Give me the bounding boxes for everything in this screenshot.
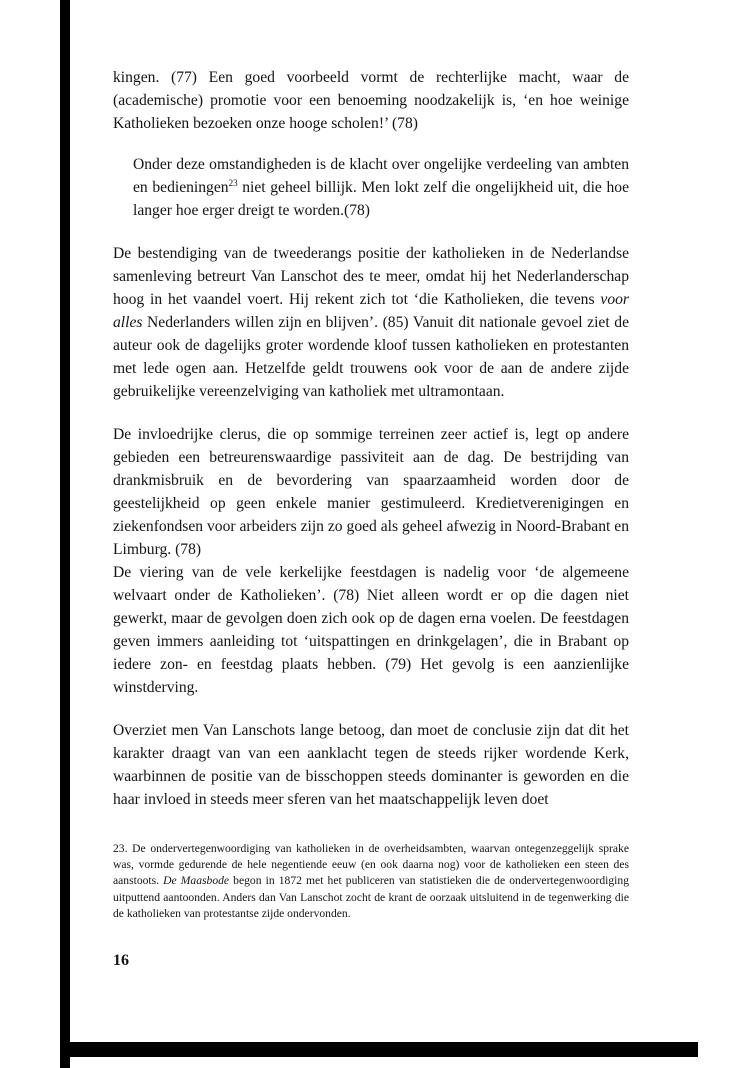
paragraph-1: kingen. (77) Een goed voorbeeld vormt de rechterlijke macht, waar de (academische) promotie voor een benoeming noodzakelijk is, ‘en hoe weinige Katholieken bezoeken onze hooge scholen!’ (78)	[113, 69, 629, 132]
footnote-23: 23. De ondervertegenwoordiging van katholieken in de overheidsambten, waarvan ontegenzeggelijk sprake was, vormde gedurende de hele negentiende eeuw (en ook daarna nog) voor de katholieken een steen des aanstoots. De Maasbode begon in 1872 met het publiceren van statistieken die de ondervertegenwoordiging uitputtend aantoonden. Anders dan Van Lanschot zocht de krant de oorzaak uitsluitend in de tegenwerking die de katholieken van protestantse zijde ondervonden.	[113, 842, 629, 920]
page-content	[113, 66, 629, 970]
bottom-border-bar	[60, 1042, 698, 1057]
italic-voor-alles: voor alles	[113, 291, 629, 331]
paragraph-3: De bestendiging van de tweederangs positie der katholieken in de Nederlandse samenleving betreurt Van Lanschot des te meer, omdat hij het Nederlanderschap hoog in het vaandel voert. Hij rekent zich tot ‘die Katholieken, die tevens voor alles Nederlanders willen zijn en blijven’. (85) Vanuit dit nationale gevoel ziet de auteur ook de dagelijks groter wordende kloof tussen katholieken en protestanten met lede ogen aan. Hetzelfde geldt trouwens ook voor de aan de andere zijde gebruikelijke vereenzelviging van katholiek met ultramontaan.	[113, 245, 629, 400]
paragraph-4: De invloedrijke clerus, die op sommige terreinen zeer actief is, legt op andere gebieden een betreurenswaardige passiviteit aan de dag. De bestrijding van drankmisbruik en de bevordering van spaarzaamheid worden door de geestelijkheid op geen enkele manier gestimuleerd. Kredietverenigingen en ziekenfondsen voor arbeiders zijn zo goed als geheel afwezig in Noord-Brabant en Limburg. (78)	[113, 426, 629, 558]
quote-text-before: Onder deze omstandigheden is de klacht over ongelijke verdeeling van ambten en bedieningen	[133, 156, 629, 196]
paragraph-5: De viering van de vele kerkelijke feestdagen is nadelig voor ‘de algemeene welvaart onder de Katholieken’. (78) Niet alleen wordt er op die dagen niet gewerkt, maar de gevolgen doen zich ook op de dagen erna voelen. De feestdagen geven immers aanleiding tot ‘uitspattingen en drinkgelagen’, die in Brabant op iedere zon- en feestdag plaats hebben. (79) Het gevolg is een aanzienlijke winstderving.	[113, 564, 629, 696]
page-number: 16	[113, 952, 129, 970]
footnote-ref-23[interactable]: 23	[228, 178, 238, 188]
block-quote	[133, 153, 629, 222]
paragraph-6: Overziet men Van Lanschots lange betoog, dan moet de conclusie zijn dat dit het karakter draagt van van een aanklacht tegen de steeds rijker wordende Kerk, waarbinnen de positie van de bisschoppen steeds dominanter is geworden en die haar invloed in steeds meer sferen van het maatschappelijk leven doet	[113, 722, 629, 808]
italic-de-maasbode: De Maasbode	[163, 874, 230, 888]
quote-text-after: niet geheel billijk. Men lokt zelf die ongelijkheid uit, die hoe langer hoe erger dreigt te worden.(78)	[133, 179, 630, 219]
left-border-bar	[60, 0, 70, 1068]
